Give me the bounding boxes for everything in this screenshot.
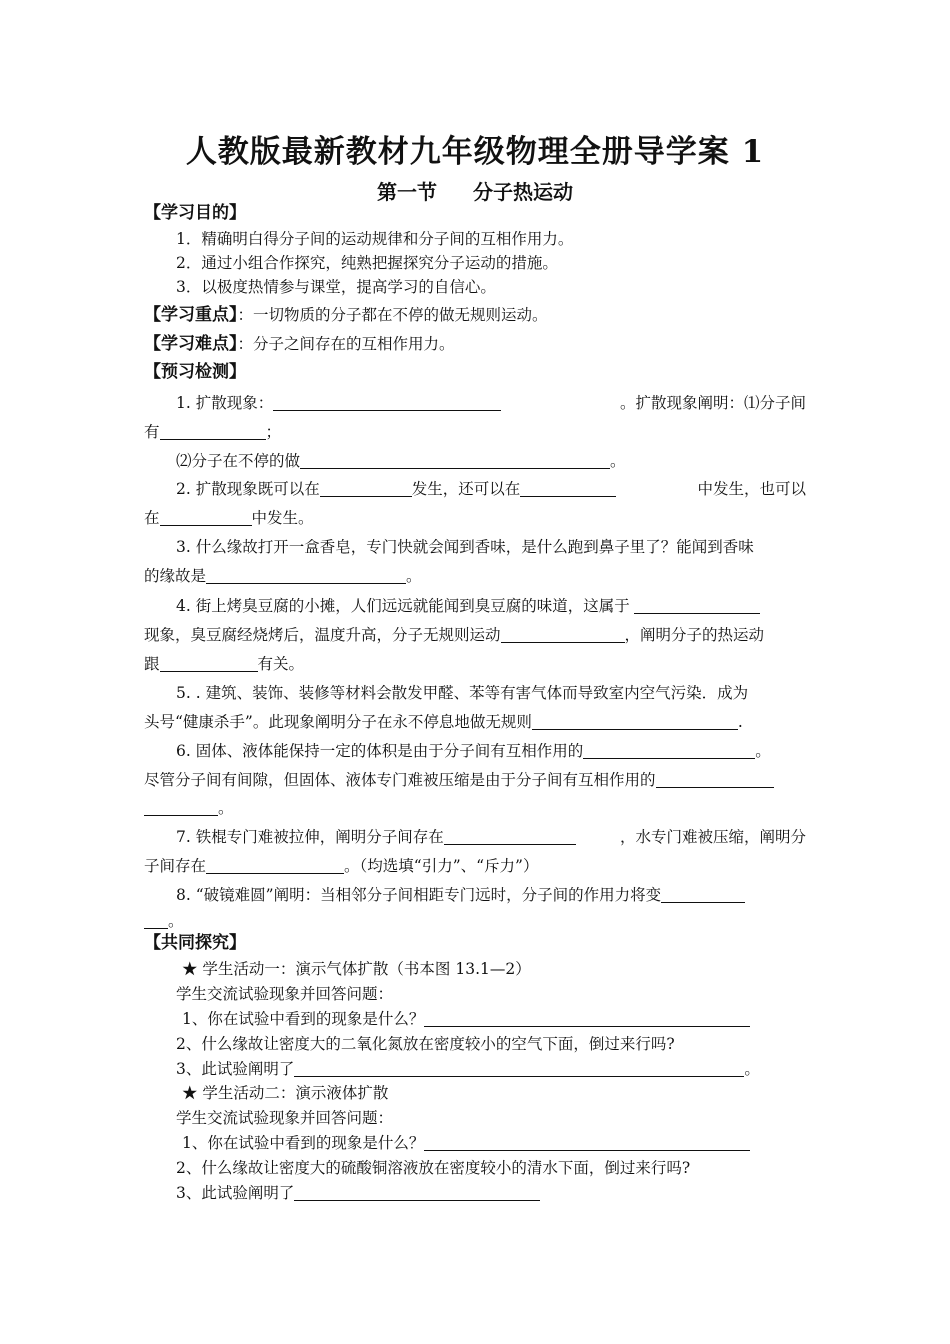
q4-answer-blank-1[interactable] [634,597,760,614]
q3-prefix: 的缘故是 [144,567,207,585]
question-5-line-1: 5. . 建筑、装饰、装修等材料会散发甲醛、苯等有害气体而导致室内空气污染．成为 [176,684,749,702]
activity-1-intro: 学生交流试验现象并回答问题： [176,985,394,1003]
activity-2-question-2: 2、什么缘故让密度大的硫酸铜溶液放在密度较小的清水下面，倒过来行吗? [176,1159,691,1177]
q1-explain-prompt: 。扩散现象阐明：⑴分子间 [619,394,806,412]
q7-answer-blank-2[interactable] [206,857,344,874]
q4-answer-blank-3[interactable] [160,655,258,672]
q2-answer-blank-1[interactable] [320,480,412,497]
q4-prefix: 跟 [144,655,160,673]
q2-prompt-3: 中发生，也可以 [697,480,806,498]
q6-answer-blank-2[interactable] [656,771,774,788]
q7-prefix: 子间存在 [144,857,207,875]
activity-2-q3-text: 3、此试验阐明了 [176,1184,295,1202]
q1-prefix: 有 [144,423,160,441]
question-3-line-1: 3. 什么缘故打开一盒香皂，专门快就会闻到香味，是什么跑到鼻子里了？能闻到香味 [176,538,754,556]
q6-answer-blank-3[interactable] [144,799,218,816]
question-2-line-2 [144,507,314,529]
question-2-line-1 [176,478,806,500]
question-7-line-1 [176,826,806,848]
objectives-header: 【学习目的】 [144,203,246,223]
q5-end: . [737,713,743,731]
q6-prompt-2: 尽管分子间有间隙，但固体、液体专门难被压缩是由于分子间有互相作用的 [144,771,656,789]
activity-1-question-2: 2、什么缘故让密度大的二氧化氮放在密度较小的空气下面，倒过来行吗? [176,1035,675,1053]
q6-answer-blank-1[interactable] [583,742,755,759]
section-title: 分子热运动 [473,180,573,204]
activity-1-question-3 [176,1058,760,1080]
q2-prefix: 在 [144,509,160,527]
q4-prompt-2: 现象，臭豆腐经烧烤后，温度升高，分子无规则运动 [144,626,501,644]
activity-2-question-1 [182,1132,750,1154]
question-1-line-3 [176,450,626,472]
activity-1-q3-text: 3、此试验阐明了 [176,1060,295,1078]
question-8-line-2 [144,910,184,932]
q1-prompt: 1. 扩散现象： [176,394,274,412]
activity-2-title: ★ 学生活动二：演示液体扩散 [182,1084,389,1102]
q1-end: 。 [610,452,626,470]
q8-end: 。 [168,912,184,930]
document-title: 人教版最新教材九年级物理全册导学案 1 [185,134,765,170]
q3-answer-blank[interactable] [206,567,406,584]
q2-answer-blank-3[interactable] [160,509,252,526]
q5-prompt: 头号“健康杀手”。此现象阐明分子在永不停息地做无规则 [144,713,532,731]
question-4-line-1 [176,595,760,617]
activity-2-intro: 学生交流试验现象并回答问题： [176,1109,394,1127]
question-5-line-2 [144,711,743,733]
focus-header: 【学习重点】 [144,305,238,325]
objective-item-1: 1．精确明白得分子间的运动规律和分子间的互相作用力。 [176,230,574,248]
activity-1-title: ★ 学生活动一：演示气体扩散（书本图 13.1—2） [182,960,531,978]
objective-item-3: 3．以极度热情参与课堂，提高学习的自信心。 [176,278,496,296]
activity-1-q1-text: 1、你在试验中看到的现象是什么？ [182,1010,425,1028]
question-4-line-2 [144,624,764,646]
q7-prompt: 7. 铁棍专门难被拉伸，阐明分子间存在 [176,828,444,846]
preview-header: 【预习检测】 [144,362,246,382]
question-3-line-2 [144,565,422,587]
question-8-line-1 [176,884,745,906]
q1-prompt-2: ⑵分子在不停的做 [176,452,301,470]
activity-1-q3-blank[interactable] [294,1060,744,1077]
q8-answer-blank-1[interactable] [661,886,745,903]
q8-answer-blank-2[interactable] [144,912,168,929]
q2-end: 中发生。 [251,509,314,527]
q6-sep: 。 [755,742,771,760]
activity-1-question-1 [182,1008,750,1030]
q1-answer-blank-3[interactable] [300,452,610,469]
difficulty-line [144,333,455,355]
q2-prompt-2: 发生，还可以在 [411,480,521,498]
question-6-line-2 [144,769,774,791]
activity-2-q3-blank[interactable] [294,1184,540,1201]
q2-prompt: 2. 扩散现象既可以在 [176,480,320,498]
question-1-line-2 [144,421,281,443]
section-heading [0,176,950,205]
activity-2-question-3 [176,1182,540,1204]
activity-2-q1-text: 1、你在试验中看到的现象是什么？ [182,1134,425,1152]
q2-answer-blank-2[interactable] [520,480,616,497]
q5-answer-blank[interactable] [532,713,738,730]
q1-sep: ； [265,423,282,441]
q6-prompt: 6. 固体、液体能保持一定的体积是由于分子间有互相作用的 [176,742,584,760]
question-7-line-2 [144,855,538,877]
activity-1-q1-blank[interactable] [424,1010,750,1027]
q4-answer-blank-2[interactable] [501,626,625,643]
q4-prompt-3: ，阐明分子的热运动 [624,626,765,644]
q1-answer-blank-2[interactable] [160,423,266,440]
difficulty-text: ：分子之间存在的互相作用力。 [237,335,455,353]
q7-answer-blank-1[interactable] [444,828,576,845]
q3-end: 。 [406,567,422,585]
q7-end: 。（均选填“引力”、“斥力”） [344,857,539,875]
activity-2-q1-blank[interactable] [424,1134,750,1151]
focus-text: ：一切物质的分子都在不停的做无规则运动。 [237,306,548,324]
question-4-line-3 [144,653,304,675]
q8-prompt: 8. “破镜难圆”阐明：当相邻分子间相距专门远时，分子间的作用力将变 [176,886,662,904]
section-number: 第一节 [377,180,437,204]
question-1-line-1 [176,392,806,414]
objective-item-2: 2．通过小组合作探究，纯熟把握探究分子运动的措施。 [176,254,558,272]
difficulty-header: 【学习难点】 [144,334,238,354]
activity-1-q3-end: 。 [744,1060,760,1078]
explore-header: 【共同探究】 [144,933,246,953]
question-6-line-3 [144,797,234,819]
focus-line [144,304,548,326]
q6-end: 。 [218,799,234,817]
q4-end: 有关。 [257,655,305,673]
q1-answer-blank-1[interactable] [273,394,501,411]
question-6-line-1 [176,740,771,762]
q7-prompt-2: ，水专门难被压缩，阐明分 [619,828,806,846]
q4-prompt: 4. 街上烤臭豆腐的小摊，人们远远就能闻到臭豆腐的味道，这属于 [176,597,630,615]
